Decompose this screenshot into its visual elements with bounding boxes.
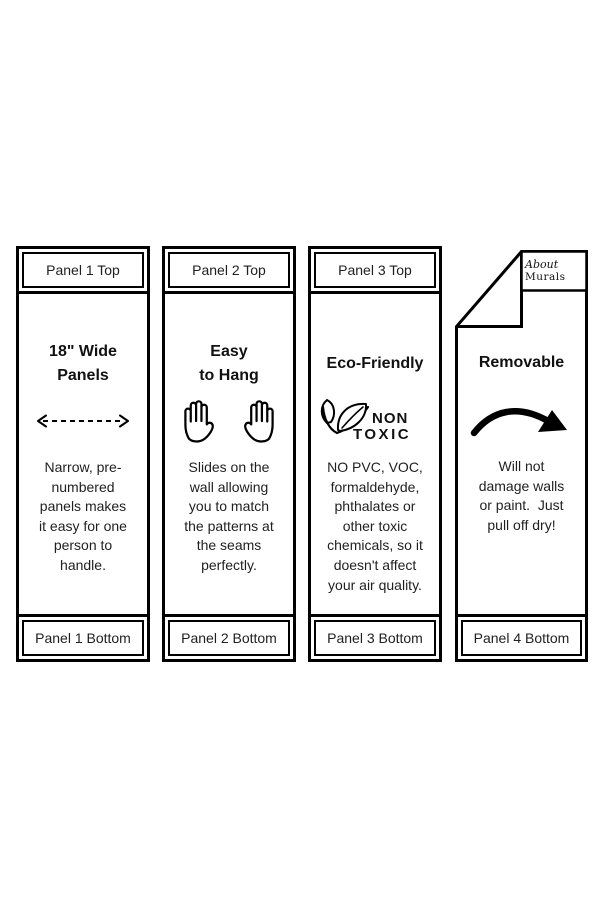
- panel-3-header: [311, 249, 439, 294]
- two-hands-icon: [182, 398, 276, 444]
- panel-3-heading: [327, 338, 424, 390]
- hand-icon: [182, 398, 217, 444]
- panel-2-body: [165, 294, 293, 614]
- panel-1: [16, 246, 150, 662]
- desc-line: the patterns at: [184, 517, 274, 534]
- desc-line: panels makes: [39, 498, 127, 515]
- panel-3-body: [311, 294, 439, 614]
- desc-line: phthalates or: [334, 498, 416, 515]
- panel-3: [308, 246, 442, 662]
- panel-3-bottom-label: Panel 3 Bottom: [327, 630, 423, 646]
- panel-1-heading: [49, 338, 117, 390]
- panel-2-description: [184, 458, 274, 576]
- heading-line: Easy: [210, 343, 248, 360]
- width-double-arrow-icon: [34, 413, 132, 429]
- heading-line: Eco-Friendly: [326, 355, 424, 372]
- logo-line-murals: Murals: [525, 271, 566, 284]
- panel-4-body: [458, 327, 585, 535]
- desc-line: doesn't affect: [333, 556, 417, 573]
- desc-line: the seams: [196, 537, 262, 554]
- desc-line: or paint. Just: [479, 497, 564, 514]
- desc-line: Will not: [498, 458, 545, 474]
- heading-line: Removable: [478, 354, 565, 371]
- panel-3-description: [327, 458, 423, 595]
- desc-line: formaldehyde,: [330, 478, 420, 495]
- panel-3-icon-row: [315, 390, 435, 452]
- desc-line: pull off dry!: [487, 516, 556, 533]
- heading-line: 18" Wide: [49, 343, 117, 360]
- desc-line: Slides on the: [188, 459, 270, 475]
- panel-4-bottom-label: Panel 4 Bottom: [473, 630, 570, 646]
- panel-4-icon-row: [470, 389, 574, 451]
- heading-line: to Hang: [199, 367, 259, 384]
- panel-3-top-label-box: [314, 252, 436, 288]
- panel-1-body: [19, 294, 147, 614]
- non-label: NON: [372, 410, 409, 427]
- panel-2-icon-row: [182, 390, 276, 452]
- desc-line: NO PVC, VOC,: [327, 459, 423, 475]
- panel-2-top-label-box: [168, 252, 290, 288]
- desc-line: damage walls: [478, 477, 565, 494]
- panel-2-footer: [165, 614, 293, 659]
- panel-4-bottom-label-box: [461, 620, 582, 656]
- desc-line: numbered: [51, 478, 115, 495]
- panel-2-header: [165, 249, 293, 294]
- panel-3-top-label: Panel 3 Top: [338, 262, 412, 278]
- toxic-label: TOXIC: [353, 426, 412, 443]
- panel-1-bottom-label: Panel 1 Bottom: [35, 630, 131, 646]
- desc-line: your air quality.: [328, 576, 422, 593]
- panel-2-heading: [199, 338, 259, 390]
- panel-1-bottom-label-box: [22, 620, 144, 656]
- desc-line: person to: [53, 537, 113, 554]
- desc-line: handle.: [60, 556, 106, 573]
- panel-2: [162, 246, 296, 662]
- panel-4: [455, 250, 588, 662]
- panel-4-heading: [479, 337, 564, 389]
- panel-1-description: [39, 458, 127, 576]
- non-toxic-leaves-icon: [315, 397, 435, 445]
- heading-line: Panels: [57, 367, 109, 384]
- desc-line: Narrow, pre-: [44, 459, 122, 475]
- panel-2-bottom-label: Panel 2 Bottom: [181, 630, 277, 646]
- desc-line: other toxic: [342, 517, 408, 534]
- desc-line: chemicals, so it: [327, 537, 423, 554]
- aboutmurals-logo: [525, 256, 581, 286]
- panel-4-description: [479, 457, 565, 535]
- desc-line: wall allowing: [189, 478, 269, 495]
- panel-1-footer: [19, 614, 147, 659]
- panel-2-top-label: Panel 2 Top: [192, 262, 266, 278]
- logo-line-about: About: [525, 257, 559, 271]
- desc-line: it easy for one: [39, 517, 127, 534]
- hand-icon: [241, 398, 276, 444]
- panel-1-top-label-box: [22, 252, 144, 288]
- panel-3-bottom-label-box: [314, 620, 436, 656]
- panel-1-icon-row: [34, 390, 132, 452]
- desc-line: you to match: [188, 498, 270, 515]
- desc-line: perfectly.: [201, 556, 257, 573]
- curved-peel-arrow-icon: [470, 398, 574, 442]
- panel-1-top-label: Panel 1 Top: [46, 262, 120, 278]
- panel-4-footer: [458, 614, 585, 659]
- panel-1-header: [19, 249, 147, 294]
- panel-2-bottom-label-box: [168, 620, 290, 656]
- panel-3-footer: [311, 614, 439, 659]
